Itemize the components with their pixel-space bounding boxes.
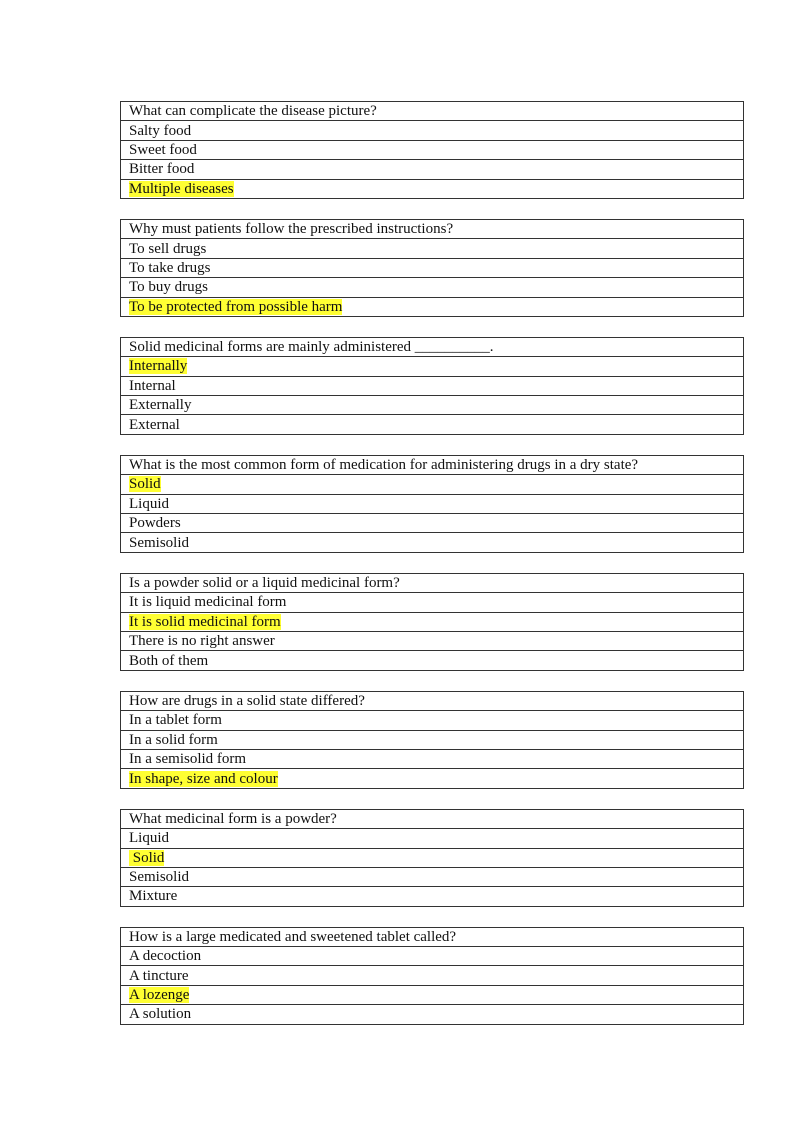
answer-option-correct: Multiple diseases bbox=[121, 179, 744, 198]
answer-option-correct: In shape, size and colour bbox=[121, 769, 744, 788]
answer-option: A decoction bbox=[121, 947, 744, 966]
answer-option: Semisolid bbox=[121, 533, 744, 552]
answer-option-correct: To be protected from possible harm bbox=[121, 297, 744, 316]
answer-option: External bbox=[121, 415, 744, 434]
question-block-2 bbox=[120, 219, 744, 317]
question-block-3 bbox=[120, 337, 744, 435]
answer-option: Sweet food bbox=[121, 140, 744, 159]
question-text: What can complicate the disease picture? bbox=[121, 102, 744, 121]
question-block-4 bbox=[120, 455, 744, 553]
answer-option: In a solid form bbox=[121, 730, 744, 749]
answer-option: There is no right answer bbox=[121, 631, 744, 650]
answer-option: To buy drugs bbox=[121, 278, 744, 297]
question-text: What medicinal form is a powder? bbox=[121, 809, 744, 828]
answer-option: Semisolid bbox=[121, 867, 744, 886]
question-text: How is a large medicated and sweetened tablet called? bbox=[121, 927, 744, 946]
answer-option-correct: Internally bbox=[121, 357, 744, 376]
answer-option: Bitter food bbox=[121, 160, 744, 179]
answer-option: To sell drugs bbox=[121, 239, 744, 258]
answer-option: To take drugs bbox=[121, 258, 744, 277]
question-text: Solid medicinal forms are mainly administered __________. bbox=[121, 337, 744, 356]
question-block-8 bbox=[120, 927, 744, 1025]
answer-option: Externally bbox=[121, 396, 744, 415]
question-block-5 bbox=[120, 573, 744, 671]
answer-option: Liquid bbox=[121, 829, 744, 848]
answer-option-correct: It is solid medicinal form bbox=[121, 612, 744, 631]
question-block-1 bbox=[120, 101, 744, 199]
answer-option: Powders bbox=[121, 514, 744, 533]
answer-option: In a semisolid form bbox=[121, 749, 744, 768]
answer-option: A solution bbox=[121, 1005, 744, 1024]
question-block-6 bbox=[120, 691, 744, 789]
question-text: Is a powder solid or a liquid medicinal form? bbox=[121, 573, 744, 592]
answer-option: A tincture bbox=[121, 966, 744, 985]
question-text: What is the most common form of medication for administering drugs in a dry state? bbox=[121, 455, 744, 474]
document-page bbox=[120, 101, 744, 1045]
question-text: Why must patients follow the prescribed instructions? bbox=[121, 219, 744, 238]
answer-option: Both of them bbox=[121, 651, 744, 670]
answer-option: It is liquid medicinal form bbox=[121, 593, 744, 612]
answer-option-correct: Solid bbox=[121, 475, 744, 494]
answer-option: Liquid bbox=[121, 494, 744, 513]
answer-option: Internal bbox=[121, 376, 744, 395]
question-text: How are drugs in a solid state differed? bbox=[121, 691, 744, 710]
answer-option-correct: A lozenge bbox=[121, 985, 744, 1004]
answer-option: Salty food bbox=[121, 121, 744, 140]
answer-option-correct: Solid bbox=[121, 848, 744, 867]
question-block-7 bbox=[120, 809, 744, 907]
answer-option: In a tablet form bbox=[121, 711, 744, 730]
answer-option: Mixture bbox=[121, 887, 744, 906]
